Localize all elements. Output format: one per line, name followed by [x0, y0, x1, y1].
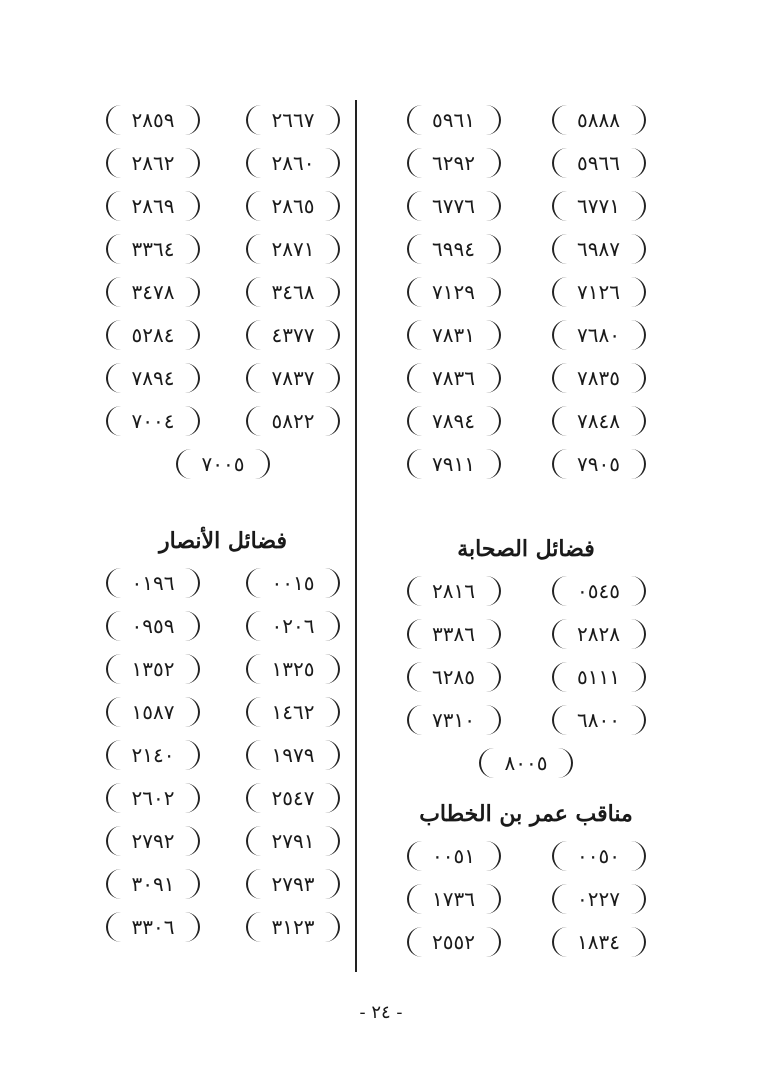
- reference-cell: [98, 690, 208, 733]
- reference-cell: [541, 442, 656, 485]
- reference-cell: [238, 141, 348, 184]
- reference-number: ٥٩٦٦: [552, 148, 646, 178]
- reference-cell: [238, 733, 348, 776]
- reference-cell: [238, 647, 348, 690]
- ansar-grid: [98, 561, 348, 948]
- reference-number: ٢٦٦٧: [246, 105, 340, 135]
- reference-number: ٧٠٠٤: [106, 406, 200, 436]
- reference-number: ٢١٤٠: [106, 740, 200, 770]
- reference-number: ٠٢٢٧: [552, 884, 646, 914]
- reference-cell: [98, 561, 208, 604]
- reference-number: ٢٦٠٢: [106, 783, 200, 813]
- reference-cell: [238, 905, 348, 948]
- reference-cell: [98, 733, 208, 776]
- reference-cell: [396, 569, 511, 612]
- reference-number: ١٨٣٤: [552, 927, 646, 957]
- reference-number: ٠١٩٦: [106, 568, 200, 598]
- reference-cell: [238, 690, 348, 733]
- reference-number: ٣٤٧٨: [106, 277, 200, 307]
- reference-number: ٧٩٠٥: [552, 449, 646, 479]
- reference-cell: [541, 399, 656, 442]
- reference-cell: [396, 184, 511, 227]
- reference-number: ٧٩١١: [407, 449, 501, 479]
- reference-number: ٠٥٤٥: [552, 576, 646, 606]
- reference-number: ٧٨٣٦: [407, 363, 501, 393]
- reference-cell: [238, 356, 348, 399]
- reference-cell: [541, 227, 656, 270]
- reference-cell: [98, 862, 208, 905]
- reference-cell: [396, 356, 511, 399]
- reference-number: ٧٦٨٠: [552, 320, 646, 350]
- umar-grid: [396, 834, 656, 963]
- reference-number: ٧٨٣١: [407, 320, 501, 350]
- reference-cell: [238, 227, 348, 270]
- reference-number: ٧٣١٠: [407, 705, 501, 735]
- reference-number: ١٧٣٦: [407, 884, 501, 914]
- reference-cell: [238, 776, 348, 819]
- reference-number: ١٣٥٢: [106, 654, 200, 684]
- reference-number: ٣٣٦٤: [106, 234, 200, 264]
- reference-cell: [98, 141, 208, 184]
- reference-number: ٢٨٦٥: [246, 191, 340, 221]
- reference-cell: [238, 313, 348, 356]
- right-column: [396, 98, 656, 963]
- reference-cell: [541, 141, 656, 184]
- reference-number: ٧٨٣٧: [246, 363, 340, 393]
- reference-number: ٢٨٦٠: [246, 148, 340, 178]
- reference-number: ٦٨٠٠: [552, 705, 646, 735]
- reference-cell: [541, 356, 656, 399]
- reference-number: ٠٩٥٩: [106, 611, 200, 641]
- reference-cell: [238, 399, 348, 442]
- reference-number: ٢٨١٦: [407, 576, 501, 606]
- reference-number: ٥٩٦١: [407, 105, 501, 135]
- reference-number: ٥٢٨٤: [106, 320, 200, 350]
- reference-cell: [541, 270, 656, 313]
- reference-cell: [541, 612, 656, 655]
- reference-cell: [396, 612, 511, 655]
- reference-cell: [98, 819, 208, 862]
- reference-number: ١٥٨٧: [106, 697, 200, 727]
- reference-cell: [541, 184, 656, 227]
- reference-number: ٠٠١٥: [246, 568, 340, 598]
- reference-cell: [98, 270, 208, 313]
- section-title-sahaba: فضائل الصحابة: [457, 536, 595, 562]
- reference-cell: [238, 819, 348, 862]
- reference-cell: [238, 561, 348, 604]
- left-column: [98, 98, 348, 948]
- reference-number: ٦٩٩٤: [407, 234, 501, 264]
- reference-cell: [98, 905, 208, 948]
- reference-number: ٤٣٧٧: [246, 320, 340, 350]
- reference-cell: [98, 399, 208, 442]
- reference-number: ٦٢٩٢: [407, 148, 501, 178]
- reference-cell: [98, 776, 208, 819]
- reference-cell: [98, 184, 208, 227]
- reference-number: ٣٠٩١: [106, 869, 200, 899]
- reference-number: ٧١٢٩: [407, 277, 501, 307]
- reference-cell: [238, 862, 348, 905]
- reference-number: ٥١١١: [552, 662, 646, 692]
- left-single-ref: [98, 442, 348, 485]
- reference-number: ٥٨٢٢: [246, 406, 340, 436]
- reference-number: ٣٤٦٨: [246, 277, 340, 307]
- column-divider: [355, 100, 357, 972]
- reference-number: ٣٣٠٦: [106, 912, 200, 942]
- reference-number: ٦٧٧٦: [407, 191, 501, 221]
- reference-number: ٢٥٤٧: [246, 783, 340, 813]
- reference-number: ٠٠٥١: [407, 841, 501, 871]
- reference-cell: [238, 184, 348, 227]
- reference-number: ٦٧٧١: [552, 191, 646, 221]
- reference-cell: [238, 98, 348, 141]
- reference-cell: [541, 569, 656, 612]
- section-title-umar: مناقب عمر بن الخطاب: [419, 801, 633, 827]
- reference-cell: [396, 442, 511, 485]
- reference-number: ١٩٧٩: [246, 740, 340, 770]
- reference-number: ٧٨٣٥: [552, 363, 646, 393]
- reference-number: ٣١٢٣: [246, 912, 340, 942]
- reference-number: ٢٨٢٨: [552, 619, 646, 649]
- reference-number: ٦٩٨٧: [552, 234, 646, 264]
- page-number: - ٢٤ -: [359, 1002, 403, 1023]
- reference-number: ٧٨٤٨: [552, 406, 646, 436]
- reference-cell: [396, 227, 511, 270]
- reference-cell: [98, 313, 208, 356]
- reference-number: ٨٠٠٥: [479, 748, 573, 778]
- reference-cell: [541, 834, 656, 877]
- left-top-grid: [98, 98, 348, 442]
- reference-cell: [396, 655, 511, 698]
- reference-cell: [98, 98, 208, 141]
- reference-cell: [396, 399, 511, 442]
- reference-cell: [396, 98, 511, 141]
- reference-cell: [98, 647, 208, 690]
- reference-number: ٧٨٩٤: [407, 406, 501, 436]
- reference-number: ٥٨٨٨: [552, 105, 646, 135]
- reference-number: ٢٨٦٢: [106, 148, 200, 178]
- reference-number: ٢٨٧١: [246, 234, 340, 264]
- reference-cell: [541, 313, 656, 356]
- reference-number: ٢٥٥٢: [407, 927, 501, 957]
- reference-cell: [541, 920, 656, 963]
- reference-cell: [238, 604, 348, 647]
- reference-number: ٧٨٩٤: [106, 363, 200, 393]
- reference-cell: [396, 141, 511, 184]
- reference-cell: [396, 698, 511, 741]
- section-title-ansar: فضائل الأنصار: [159, 528, 287, 554]
- reference-cell: [396, 920, 511, 963]
- reference-cell: [238, 270, 348, 313]
- reference-cell: [541, 877, 656, 920]
- reference-number: ١٣٢٥: [246, 654, 340, 684]
- reference-number: ٢٧٩٢: [106, 826, 200, 856]
- reference-cell: [98, 356, 208, 399]
- sahaba-grid: [396, 569, 656, 741]
- reference-number: ٧٠٠٥: [176, 449, 270, 479]
- right-top-grid: [396, 98, 656, 485]
- reference-number: ٧١٢٦: [552, 277, 646, 307]
- reference-cell: [396, 877, 511, 920]
- reference-number: ٠٠٥٠: [552, 841, 646, 871]
- reference-number: ٣٣٨٦: [407, 619, 501, 649]
- reference-cell: [98, 227, 208, 270]
- reference-cell: [541, 655, 656, 698]
- reference-cell: [541, 98, 656, 141]
- reference-cell: [396, 270, 511, 313]
- reference-number: ٠٢٠٦: [246, 611, 340, 641]
- reference-number: ١٤٦٢: [246, 697, 340, 727]
- reference-number: ٢٨٥٩: [106, 105, 200, 135]
- reference-number: ٢٧٩١: [246, 826, 340, 856]
- reference-cell: [541, 698, 656, 741]
- reference-number: ٢٧٩٣: [246, 869, 340, 899]
- sahaba-single-ref: [396, 741, 656, 784]
- reference-cell: [396, 834, 511, 877]
- reference-number: ٦٢٨٥: [407, 662, 501, 692]
- reference-cell: [98, 604, 208, 647]
- reference-number: ٢٨٦٩: [106, 191, 200, 221]
- reference-cell: [396, 313, 511, 356]
